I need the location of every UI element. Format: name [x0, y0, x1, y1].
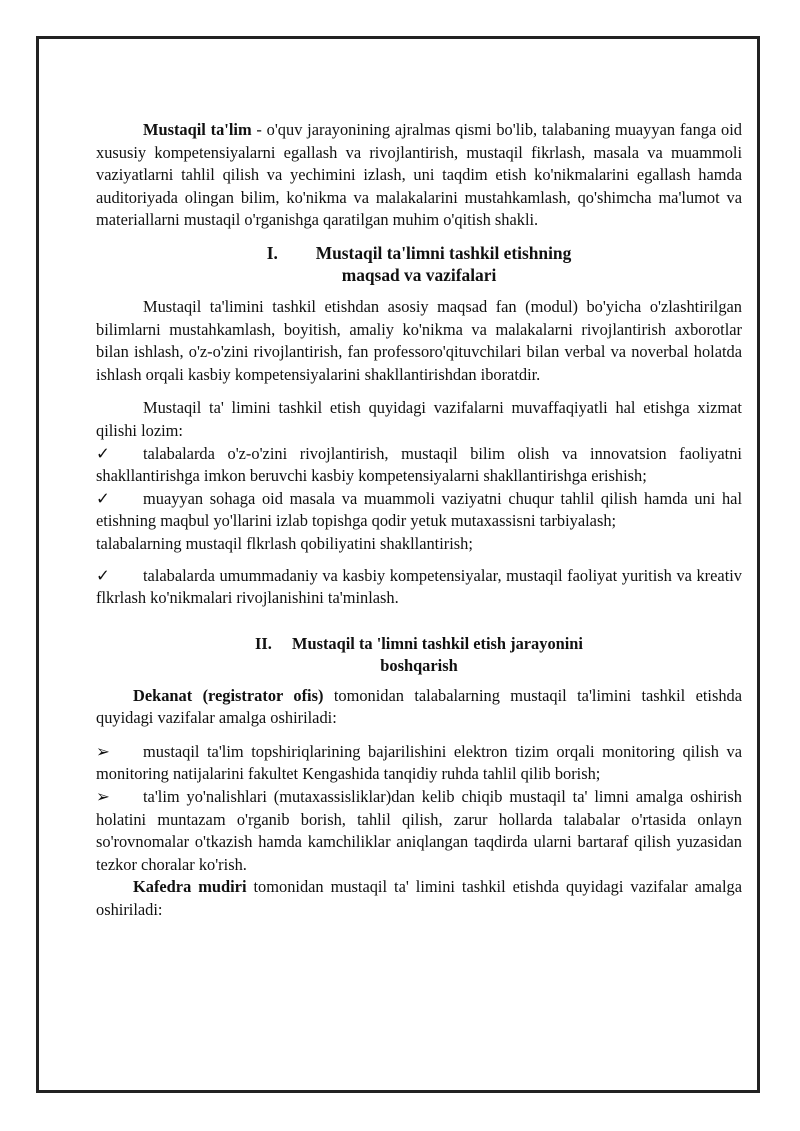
arrow-bullet-icon: ➢	[96, 741, 110, 761]
dekanat-term: Dekanat (registrator ofis)	[133, 685, 324, 705]
checkmark-icon: ✓	[96, 488, 110, 508]
document-body	[96, 119, 742, 922]
kafedra-term: Kafedra mudiri	[133, 877, 247, 897]
checkmark-icon: ✓	[96, 443, 110, 463]
list-item: ✓ talabalarda umummadaniy va kasbiy kompetensiyalar, mustaqil faoliyat yuritish va kreativ flkrlash ko'nikmalari rivojlanishini ta'minlash.	[96, 565, 742, 608]
list-item: ✓ talabalarda o'z-o'zini rivojlantirish, mustaqil bilim olish va innovatsion faoliyatni shakllantirishga imkon beruvchi kasbiy kompetensiyalarni shakllantirishga erishish;	[96, 443, 742, 486]
intro-term: Mustaqil ta'lim	[143, 120, 252, 139]
section2-number: II.	[255, 633, 272, 653]
list-item: ✓ muayyan sohaga oid masala va muammoli vaziyatni chuqur tahlil qilish hamda uni hal etishning maqbul yo'llarini izlab topishga qodir yetuk mutaxassisni tarbiyalash;	[96, 488, 742, 531]
plain-list-line: talabalarning mustaqil flkrlash qobiliyatini shakllantirish;	[96, 533, 473, 553]
section1-paragraph2: Mustaqil ta' limini tashkil etish quyidagi vazifalarni muvaffaqiyatli hal etishga xizmat qilishi lozim:	[96, 398, 742, 440]
section1-number: I.	[266, 242, 278, 263]
section1-title-line2: maqsad va vazifalari	[341, 264, 497, 285]
section1-title-line1: I. Mustaqil ta'limni tashkil etishning	[266, 242, 572, 263]
section1-paragraph1: Mustaqil ta'limini tashkil etishdan asosiy maqsad fan (modul) bo'yicha o'zlashtirilgan bilimlarni mustahkamlash, boyitish, amaliy ko'nikma va malakalarni rivojlantirish axborotlar bilan ishlash, o'z-o'zini rivojlantirish, fan professoro'qituvchilari bilan verbal va noverbal holatda ishlash orqali kasbiy kompetensiyalarini shakllantirishdan iboratdir.	[96, 296, 742, 384]
dekanat-paragraph: Dekanat (registrator ofis) tomonidan talabalarning mustaqil ta'limini tashkil etishda quyidagi vazifalar amalga oshiriladi:	[96, 685, 742, 728]
section1-heading	[96, 242, 742, 286]
list-item: ➢ mustaqil ta'lim topshiriqlarining bajarilishini elektron tizim orqali monitoring qilish va monitoring natijalarini fakultet Kengashida tanqidiy ruhda tahlil qilib borish;	[96, 741, 742, 784]
section2-title-line1: II. Mustaqil ta 'limni tashkil etish jarayonini	[255, 633, 583, 653]
list-item: ➢ ta'lim yo'nalishlari (mutaxassisliklar)dan kelib chiqib mustaqil ta' limni amalga oshirish holatini muntazam o'rganib borish, tahlil qilish, zarur hollarda talabalar o'rtasida onlayn so'rovnomalar o'tkazish hamda kamchiliklar aniqlangan taqdirda ularni bartaraf qilish yuzasidan tezkor choralar ko'rish.	[96, 787, 742, 874]
section2-title-line2: boshqarish	[380, 655, 458, 675]
intro-paragraph	[96, 119, 742, 232]
arrow-bullet-icon: ➢	[96, 787, 110, 807]
checkmark-icon: ✓	[96, 565, 110, 585]
intro-text: - o'quv jarayonining ajralmas qismi bo'lib, talabaning muayyan fanga oid xususiy kompetensiyalarni egallash va rivojlantirish, mustaqil fikrlash, masala va muammoli vaziyatlarni tahlil qilish va yechimini izlash, uni taqdim etish ko'nikmalarini egallash hamda auditoriyada olingan bilim, ko'nikma va malakalarini mustahkamlash, qo'shimcha ma'lumot va materiallarni mustaqil o'rganishga qaratilgan muhim o'qitish shakli.	[96, 120, 742, 230]
kafedra-paragraph: Kafedra mudiri tomonidan mustaqil ta' limini tashkil etishda quyidagi vazifalar amalga oshiriladi:	[96, 877, 742, 920]
section2-heading	[96, 633, 742, 677]
